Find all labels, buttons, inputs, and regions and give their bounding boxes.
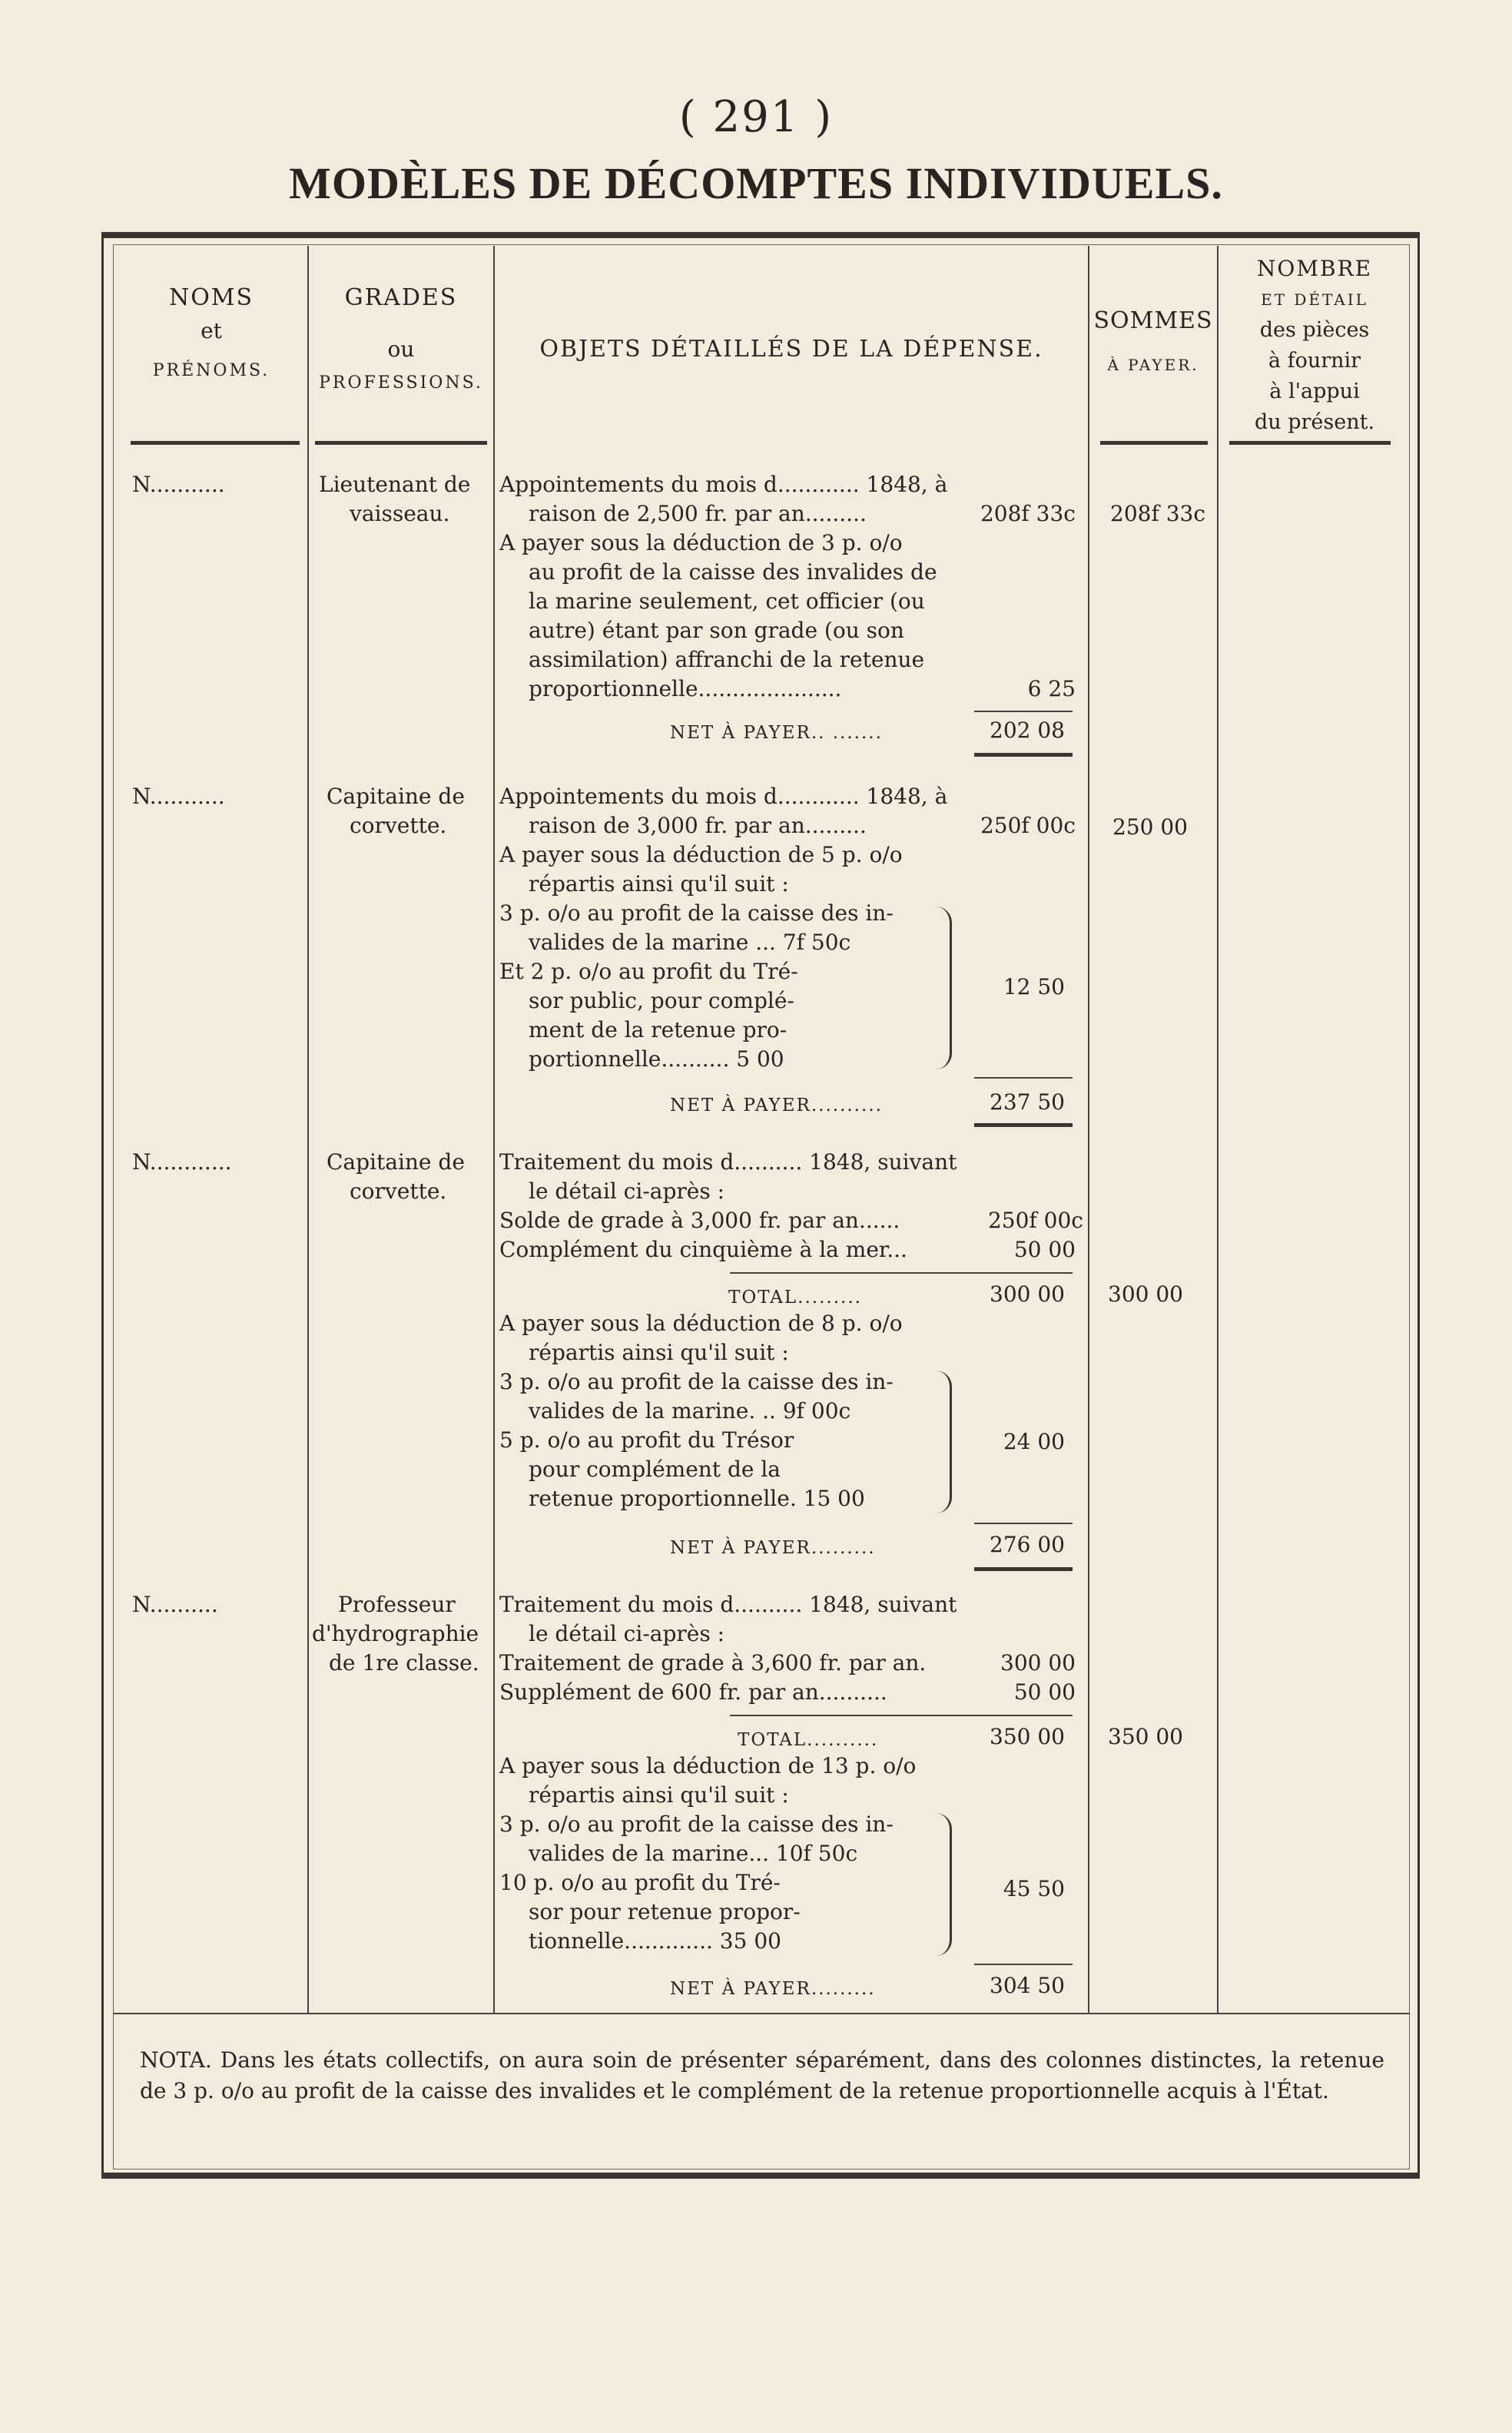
entry-3-line-2: le détail ci-après : [529, 1178, 725, 1204]
entry-2-sum-rule [974, 1077, 1073, 1079]
entry-4-grade-1: Professeur [338, 1592, 456, 1617]
entry-2-brace [936, 907, 952, 1069]
entry-3-grade-1: Capitaine de [327, 1149, 465, 1175]
col-divider-3 [1088, 246, 1089, 2013]
entry-2-line-5: 3 p. o/o au profit de la caisse des in- [499, 900, 894, 926]
header-nombre-6: du présent. [1254, 410, 1375, 434]
entry-3-line-9: 5 p. o/o au profit du Trésor [499, 1427, 794, 1453]
entry-1-line-1: Appointements du mois d............ 1848, à [499, 472, 948, 497]
entry-3-line-3-amount: 250f 00c [987, 1208, 1083, 1233]
entry-1-line-7: assimilation) affranchi de la retenue [529, 647, 925, 672]
entry-1-line-4: au profit de la caisse des invalides de [529, 559, 937, 585]
entry-1-net-amount: 202 08 [990, 718, 1065, 743]
entry-1-nom: N........... [132, 472, 225, 497]
entry-4-total-amount: 350 00 [990, 1724, 1065, 1749]
entry-2-line-2: raison de 3,000 fr. par an......... [529, 813, 867, 838]
header-nombre-4: à fournir [1268, 349, 1361, 373]
entry-4-line-7: 3 p. o/o au profit de la caisse des in- [499, 1811, 894, 1837]
entry-3-nom: N............ [132, 1149, 232, 1175]
entry-2-lines [499, 782, 1083, 1074]
entry-4-line-3-amount: 300 00 [1000, 1650, 1076, 1676]
entry-4-brace-total: 45 50 [1003, 1876, 1065, 1901]
entry-4-line-1: Traitement du mois d.......... 1848, suivant [499, 1592, 957, 1617]
col-divider-4 [1217, 246, 1219, 2013]
entry-4-total-label: TOTAL.......... [738, 1730, 879, 1750]
entry-3-line-3: Solde de grade à 3,000 fr. par an...... [499, 1208, 900, 1233]
entry-2-line-4: répartis ainsi qu'il suit : [529, 871, 789, 897]
entry-3-line-1: Traitement du mois d.......... 1848, suivant [499, 1149, 957, 1175]
entry-3-total-amount: 300 00 [990, 1281, 1065, 1307]
entry-4-line-3: Traitement de grade à 3,600 fr. par an. [499, 1650, 927, 1676]
col-divider-1 [307, 246, 309, 2013]
entry-2-line-2-amount: 250f 00c [980, 813, 1076, 838]
header-sommes [1089, 303, 1217, 376]
page-number: ( 291 ) [678, 92, 834, 142]
entry-1-grade-2: vaisseau. [350, 501, 450, 526]
entry-2-line-6: valides de la marine ... 7f 50c [529, 930, 851, 955]
entry-2-net-rule [974, 1123, 1073, 1127]
entry-3-grade-2: corvette. [350, 1178, 447, 1204]
entry-4-row-3 [499, 1649, 1083, 1678]
entry-3-row-3 [499, 1206, 1083, 1235]
header-rule-4 [1229, 441, 1391, 445]
col-divider-2 [493, 246, 495, 2013]
entry-4-lines-2 [499, 1752, 1083, 1956]
entry-4-somme: 350 00 [1108, 1724, 1183, 1749]
header-nombre-1: NOMBRE [1256, 256, 1373, 281]
entry-1-line-2: raison de 2,500 fr. par an......... [529, 501, 867, 526]
header-sommes-1: SOMMES [1093, 307, 1213, 334]
header-grades-3: PROFESSIONS. [319, 373, 483, 393]
entry-3-line-4-amount: 50 00 [1013, 1237, 1076, 1262]
entry-2-line-1: Appointements du mois d............ 1848, à [499, 784, 948, 809]
entry-2-net-amount: 237 50 [990, 1089, 1065, 1115]
header-noms-2: et [201, 318, 222, 343]
entry-1-line-6: autre) étant par son grade (ou son [529, 618, 904, 643]
entry-4-grade-2: d'hydrographie [312, 1621, 479, 1646]
entry-3-line-10: pour complément de la [529, 1457, 781, 1482]
entry-1-grade-1: Lieutenant de [319, 472, 471, 497]
header-nombre [1219, 254, 1411, 438]
entry-2-net-label: NET À PAYER.......... [670, 1096, 883, 1115]
entry-3-brace [936, 1371, 952, 1513]
entry-4-nom: N.......... [132, 1592, 218, 1617]
entry-3-net-label: NET À PAYER......... [670, 1538, 876, 1558]
entry-1-line-2-amount: 208f 33c [980, 501, 1076, 526]
entry-4-lines [499, 1590, 1083, 1707]
entry-2-nom: N........... [132, 784, 225, 809]
entry-4-subtotal-rule [730, 1715, 1073, 1716]
entry-2-somme: 250 00 [1112, 814, 1188, 840]
entry-1-line-8: proportionnelle..................... [529, 676, 842, 701]
entry-3-net-rule [974, 1567, 1073, 1571]
entry-4-grade-3: de 1re classe. [329, 1650, 479, 1676]
entry-4-net-amount: 304 50 [990, 1973, 1065, 1998]
entry-3-lines [499, 1148, 1083, 1265]
entry-4-line-8: valides de la marine... 10f 50c [529, 1841, 858, 1866]
entry-4-line-6: répartis ainsi qu'il suit : [529, 1782, 789, 1808]
entry-3-net-amount: 276 00 [990, 1532, 1065, 1557]
entry-3-subtotal-rule [730, 1272, 1073, 1274]
entry-2-grade-1: Capitaine de [327, 784, 465, 809]
header-grades [309, 280, 493, 396]
entry-2-grade-2: corvette. [350, 813, 447, 838]
entry-3-line-8: valides de la marine. .. 9f 00c [529, 1398, 851, 1424]
header-nombre-2: ET DÉTAIL [1261, 290, 1368, 309]
entry-1-line-8-amount: 6 25 [1027, 676, 1076, 701]
entry-1-sum-rule [974, 711, 1073, 712]
entry-3-brace-total: 24 00 [1003, 1429, 1065, 1454]
entry-3-sum-rule [974, 1523, 1073, 1524]
entry-4-line-4-amount: 50 00 [1013, 1679, 1076, 1705]
header-grades-1: GRADES [344, 284, 458, 311]
entry-1-net-rule [974, 753, 1073, 757]
entry-2-line-10: portionnelle.......... 5 00 [529, 1046, 784, 1072]
entry-2-row-2 [499, 811, 1083, 840]
entry-4-net-label: NET À PAYER......... [670, 1979, 876, 1999]
entry-4-sum-rule [974, 1964, 1073, 1965]
entry-3-somme: 300 00 [1108, 1281, 1183, 1307]
entry-3-total-label: TOTAL......... [728, 1288, 862, 1308]
nota-text: NOTA. Dans les états collectifs, on aura soin de présenter séparément, dans des colonnes distinctes, la retenue de 3 p. o/o au profit de la caisse des invalides et le complément de la retenue proportionnelle acquis à l'État. [140, 2047, 1384, 2103]
header-noms-3: PRÉNOMS. [152, 361, 270, 380]
entry-4-row-4 [499, 1678, 1083, 1707]
entry-3-line-7: 3 p. o/o au profit de la caisse des in- [499, 1369, 894, 1394]
entry-4-line-10: sor pour retenue propor- [529, 1899, 801, 1924]
entry-3-line-5: A payer sous la déduction de 8 p. o/o [499, 1311, 903, 1336]
entry-3-line-11: retenue proportionnelle. 15 00 [529, 1486, 865, 1511]
entry-4-brace [936, 1813, 952, 1956]
entry-2-line-8: sor public, pour complé- [529, 988, 794, 1013]
entry-3-lines-2 [499, 1309, 1083, 1513]
header-rule-2 [315, 441, 487, 445]
header-nombre-3: des pièces [1259, 318, 1370, 342]
header-rule-3 [1100, 441, 1208, 445]
entry-4-line-9: 10 p. o/o au profit du Tré- [499, 1870, 781, 1895]
entry-1-net-label: NET À PAYER.. ....... [670, 723, 883, 743]
entry-1-line-5: la marine seulement, cet officier (ou [529, 588, 925, 614]
entry-3-line-4: Complément du cinquième à la mer... [499, 1237, 907, 1262]
page-title: MODÈLES DE DÉCOMPTES INDIVIDUELS. [289, 158, 1223, 208]
entry-3-line-6: répartis ainsi qu'il suit : [529, 1340, 789, 1365]
entry-1-row-2 [499, 499, 1083, 529]
entry-2-brace-total: 12 50 [1003, 974, 1065, 999]
entry-1-row-8 [499, 675, 1083, 704]
entry-2-line-9: ment de la retenue pro- [529, 1017, 788, 1042]
header-sommes-2: À PAYER. [1107, 356, 1199, 374]
header-objets: OBJETS DÉTAILLÉS DE LA DÉPENSE. [539, 336, 1043, 363]
header-grades-2: ou [387, 336, 415, 362]
entry-4-line-4: Supplément de 600 fr. par an.......... [499, 1679, 887, 1705]
header-rule-1 [131, 441, 300, 445]
entry-1-somme: 208f 33c [1110, 501, 1206, 526]
entry-2-line-3: A payer sous la déduction de 5 p. o/o [499, 842, 903, 867]
entry-1-lines [499, 470, 1083, 704]
entry-2-line-7: Et 2 p. o/o au profit du Tré- [499, 959, 798, 984]
entry-4-line-5: A payer sous la déduction de 13 p. o/o [499, 1753, 917, 1778]
header-nombre-5: à l'appui [1269, 380, 1360, 403]
table-bottom-rule [113, 2013, 1410, 2014]
header-noms-1: NOMS [168, 284, 254, 311]
entry-4-line-2: le détail ci-après : [529, 1621, 725, 1646]
entry-3-row-4 [499, 1235, 1083, 1265]
header-noms [115, 280, 307, 383]
entry-4-line-11: tionnelle............. 35 00 [529, 1928, 781, 1954]
entry-1-line-3: A payer sous la déduction de 3 p. o/o [499, 530, 903, 555]
